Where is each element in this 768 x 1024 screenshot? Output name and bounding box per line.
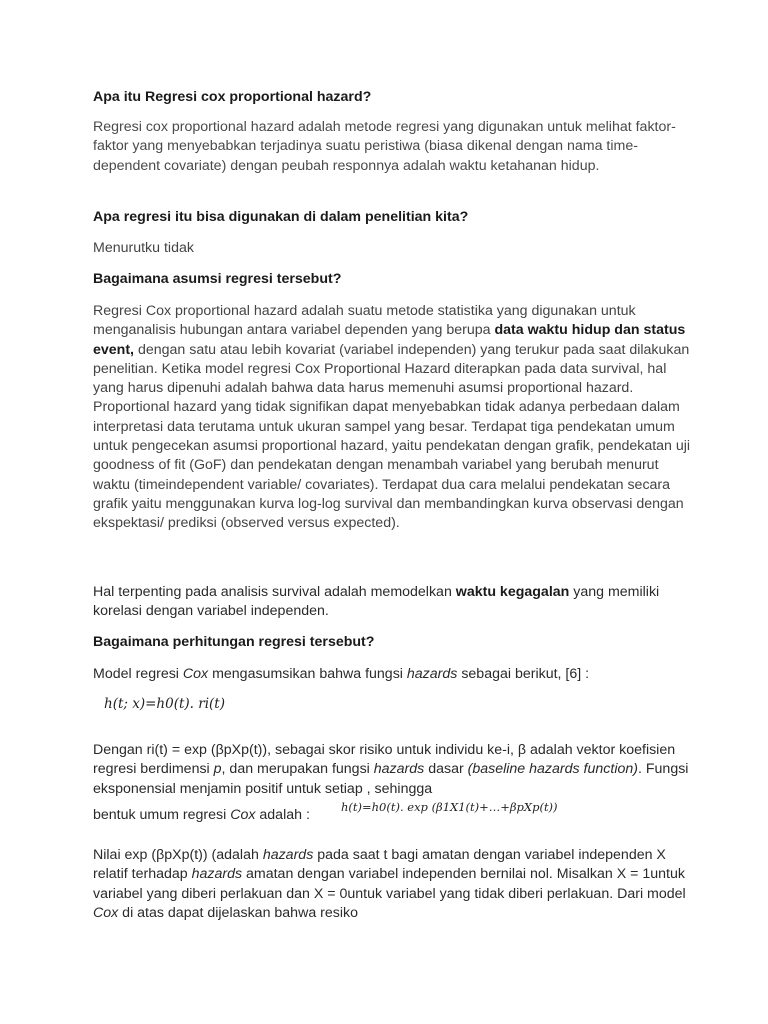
question-what-is-cox: Apa itu Regresi cox proportional hazard?: [93, 89, 372, 105]
paragraph-definition: Regresi cox proportional hazard adalah metode regresi yang digunakan untuk melihat faktor-faktor yang menyebabkan terjadinya suatu peristiwa (biasa dikenal dengan nama time-dependent covariate) dengan peubah responnya adalah waktu ketahanan hidup.: [93, 119, 676, 174]
question-usable-in-research: Apa regresi itu bisa digunakan di dalam penelitian kita?: [93, 209, 469, 225]
paragraph-risk-score: Dengan ri(t) = exp (βpXp(t)), sebagai skor risiko untuk individu ke-i, β adalah vektor koefisien regresi berdimensi p, dan merupakan fungsi hazards dasar (baseline hazards function). Fungsi eksponensial menjamin positif untuk setiap , sehingga: [93, 742, 689, 797]
question-assumptions: Bagaimana asumsi regresi tersebut?: [93, 271, 342, 287]
emphasis-survival-data: data waktu hidup dan status event,: [93, 322, 686, 358]
paragraph-interpretation: Nilai exp (βpXp(t)) (adalah hazards pada saat t bagi amatan dengan variabel independen X relatif terhadap hazards amatan dengan variabel independen bernilai nol. Misalkan X = 1untuk variabel yang diberi perlakuan dan X = 0untuk variabel yang tidak diberi perlakuan. Dari model Cox di atas dapat dijelaskan bahwa resiko: [93, 847, 686, 921]
formula-cox-general: h(t)=h0(t). exp (β1X1(t)+…+βpXp(t)): [341, 800, 558, 814]
paragraph-survival-analysis: Hal terpenting pada analisis survival adalah memodelkan waktu kegagalan yang memiliki korelasi dengan variabel independen.: [93, 584, 660, 620]
emphasis-failure-time: waktu kegagalan: [455, 584, 570, 600]
question-calculation: Bagaimana perhitungan regresi tersebut?: [93, 634, 375, 650]
formula-hazard-model: h(t; x)=h0(t). ri(t): [104, 696, 225, 712]
paragraph-general-form: bentuk umum regresi Cox adalah :: [93, 807, 310, 823]
paragraph-model-intro: Model regresi Cox mengasumsikan bahwa fungsi hazards sebagai berikut, [6] :: [93, 666, 590, 682]
paragraph-answer: Menurutku tidak: [93, 240, 194, 256]
paragraph-assumptions: Regresi Cox proportional hazard adalah suatu metode statistika yang digunakan untuk menganalisis hubungan antara variabel dependen yang berupa data waktu hidup dan status event, dengan satu atau lebih kovariat (variabel independen) yang terukur pada saat dilakukan penelitian. Ketika model regresi Cox Proportional Hazard diterapkan pada data survival, hal yang harus dipenuhi adalah bahwa data harus memenuhi asumsi proportional hazard. Proportional hazard yang tidak signifikan dapat menyebabkan tidak adanya perbedaan dalam interpretasi data terutama untuk ukuran sampel yang besar. Terdapat tiga pendekatan umum untuk pengecekan asumsi proportional hazard, yaitu pendekatan dengan grafik, pendekatan uji goodness of fit (GoF) dan pendekatan dengan menambah variabel yang berubah menurut waktu (timeindependent variable/ covariates). Terdapat dua cara melalui pendekatan secara grafik yaitu menggunakan kurva log-log survival dan membandingkan kurva observasi dengan ekspektasi/ prediksi (observed versus expected).: [93, 303, 691, 532]
